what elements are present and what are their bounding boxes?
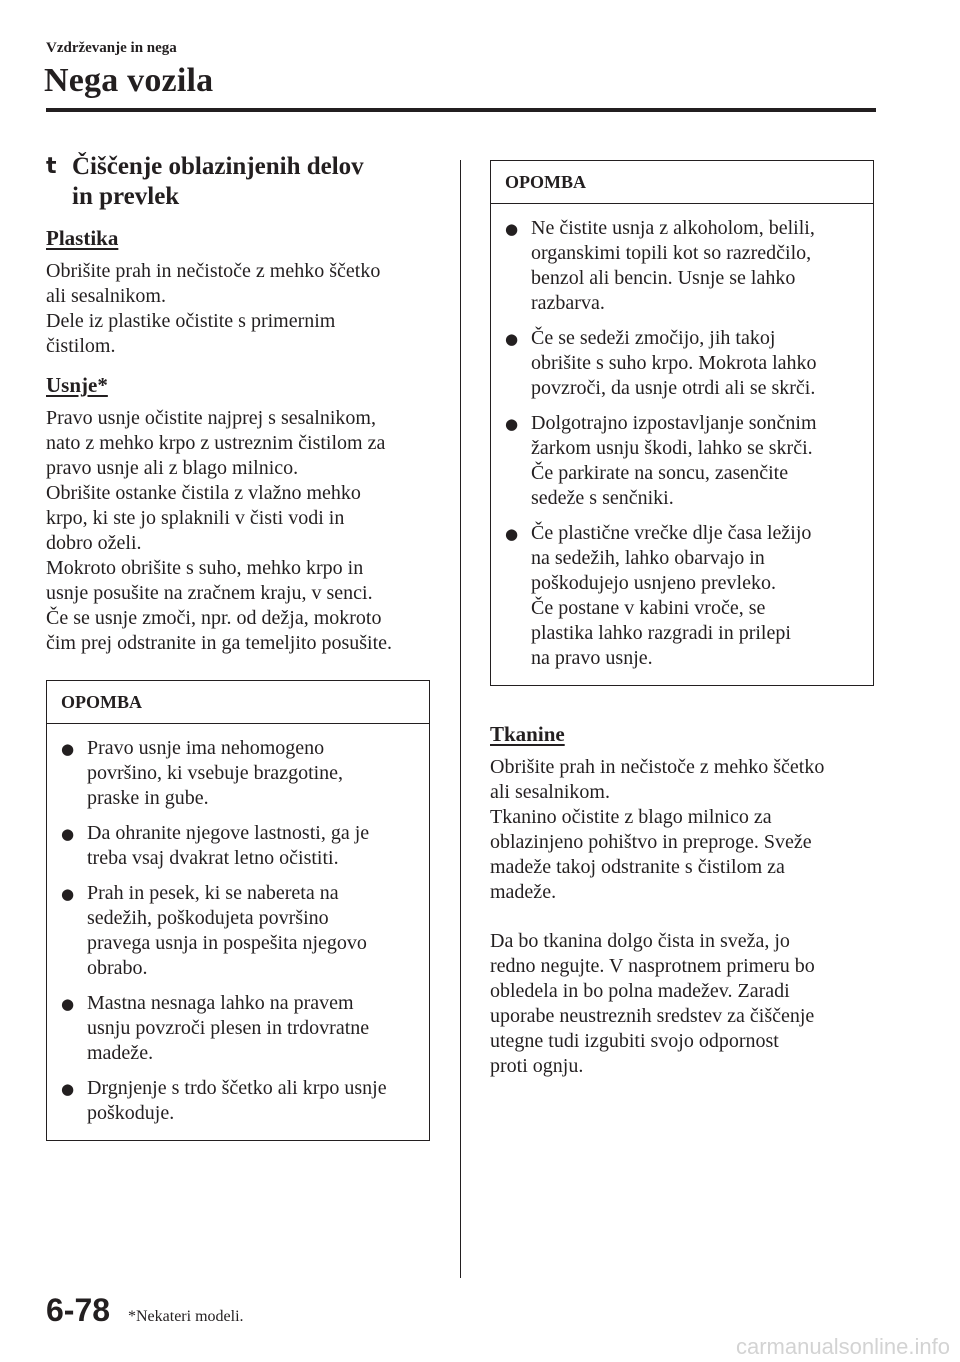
tkanine-heading: Tkanine <box>490 722 565 746</box>
bullet-icon: ● <box>61 825 75 843</box>
column-divider <box>460 160 461 1278</box>
note-list <box>47 724 429 1140</box>
list-item: ● Drgnjenje s trdo ščetko ali krpo usnje poškoduje. <box>61 1077 387 1124</box>
cleaning-heading <box>46 152 436 212</box>
tkanine-paragraph-2: Da bo tkanina dolgo čista in sveža, jo redno negujte. V nasprotnem primeru bo obledela in bo polna madežev. Zaradi uporabe neustreznih sredstev za čiščenje utegne tudi izgubiti svojo odpornost proti ognju. <box>490 930 815 1077</box>
list-item: ● Prah in pesek, ki se nabereta na sedežih, poškodujeta površino pravega usnja in pospešita njegovo obrabo. <box>61 882 367 979</box>
list-item: ● Če plastične vrečke dlje časa ležijo na sedežih, lahko obarvajo in poškodujejo usnjeno prevleko. Če postane v kabini vroče, se plastika lahko razgradi in prilepi na pravo usnje. <box>505 522 812 669</box>
usnje-paragraph: Pravo usnje očistite najprej s sesalnikom, nato z mehko krpo z ustreznim čistilom za pravo usnje ali z blago milnico. Obrišite ostanke čistila z vlažno mehko krpo, ki ste jo splaknili v čisti vodi in dobro oželi. Mokroto obrišite s suho, mehko krpo in usnje posušite na zračnem kraju, v senci. Če se usnje zmoči, npr. od dežja, mokroto čim prej odstranite in ga temeljito posušite. <box>46 407 393 654</box>
usnje-heading: Usnje* <box>46 373 108 397</box>
note-title: OPOMBA <box>47 681 429 724</box>
tkanine-paragraph: Obrišite prah in nečistoče z mehko ščetko ali sesalnikom. Tkanino očistite z blago milnico za oblazinjeno pohištvo in preproge. Sveže madeže takoj odstranite s čistilom za madeže. <box>490 756 825 903</box>
footnote: *Nekateri modeli. <box>128 1308 244 1325</box>
bullet-icon: ● <box>61 740 75 758</box>
chapter-title: Vzdrževanje in nega <box>46 40 177 56</box>
left-column <box>46 152 436 1141</box>
bullet-icon: ● <box>505 220 519 238</box>
plastika-heading: Plastika <box>46 226 119 250</box>
note-title: OPOMBA <box>491 161 873 204</box>
section-title: Nega vozila <box>44 62 214 99</box>
header-rule <box>46 108 876 112</box>
tkanine-section <box>490 722 880 1089</box>
list-item: ● Če se sedeži zmočijo, jih takoj obrišite s suho krpo. Mokrota lahko povzroči, da usnje otrdi ali se skrči. <box>505 327 817 399</box>
bullet-icon: ● <box>61 885 75 903</box>
plastika-paragraph: Obrišite prah in nečistoče z mehko ščetko ali sesalnikom. Dele iz plastike očistite s primernim čistilom. <box>46 260 381 357</box>
list-item: ● Mastna nesnaga lahko na pravem usnju povzroči plesen in trdovratne madeže. <box>61 992 370 1064</box>
page-number: 6-78 <box>46 1292 111 1328</box>
bullet-icon: ● <box>61 1080 75 1098</box>
heading-marker: t <box>46 154 57 179</box>
bullet-icon: ● <box>505 415 519 433</box>
bullet-icon: ● <box>61 995 75 1013</box>
list-item: ● Ne čistite usnja z alkoholom, belili, organskimi topili kot so razredčilo, benzol ali bencin. Usnje se lahko razbarva. <box>505 217 815 314</box>
bullet-icon: ● <box>505 525 519 543</box>
bullet-icon: ● <box>505 330 519 348</box>
note-box-right <box>490 160 874 686</box>
heading-text: Čiščenje oblazinjenih delov in prevlek <box>72 153 364 210</box>
note-box-left <box>46 680 430 1141</box>
watermark: carmanualsonline.info <box>735 1334 950 1359</box>
list-item: ● Pravo usnje ima nehomogeno površino, ki vsebuje brazgotine, praske in gube. <box>61 737 344 809</box>
note-list <box>491 204 873 685</box>
list-item: ● Dolgotrajno izpostavljanje sončnim žarkom usnju škodi, lahko se skrči. Če parkirate na soncu, zasenčite sedeže s senčniki. <box>505 412 817 509</box>
list-item: ● Da ohranite njegove lastnosti, ga je treba vsaj dvakrat letno očistiti. <box>61 822 370 869</box>
